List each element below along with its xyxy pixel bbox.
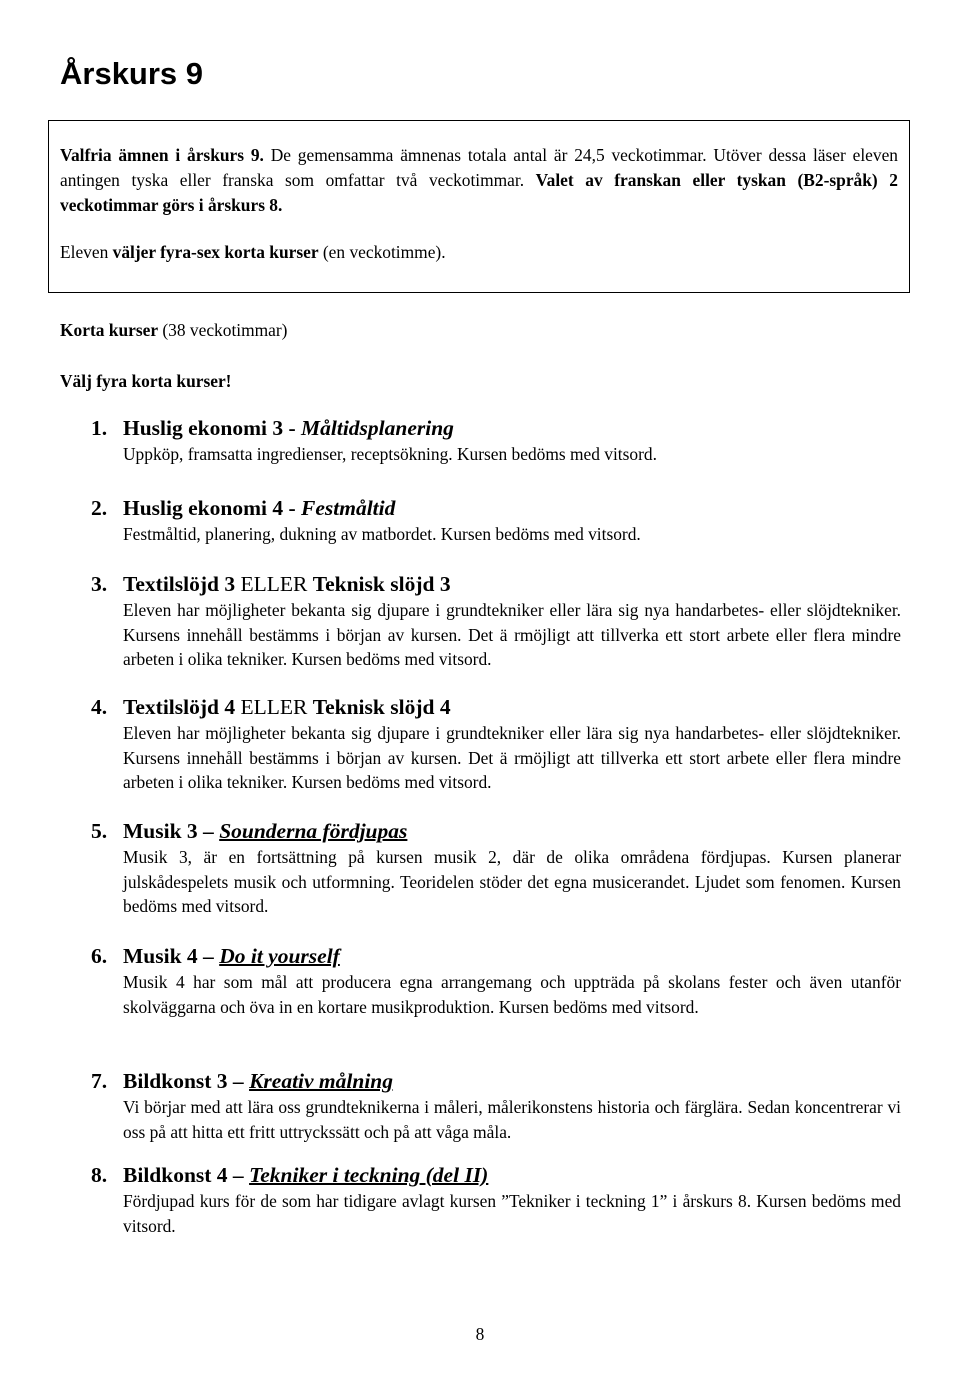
course-item bbox=[91, 942, 901, 1019]
intro-language-note: Valet av franskan eller tyskan (B2-språk) 2 veckotimmar görs i årskurs 8. bbox=[60, 170, 898, 215]
course-description: Musik 4 har som mål att producera egna arrangemang och uppträda på skolans fester och även utanför skolväggarna och öva in en kortare musikproduktion. Kursen bedöms med vitsord. bbox=[123, 972, 901, 1017]
course-number: 5. bbox=[91, 819, 108, 843]
intro-choice-bold: väljer fyra-sex korta kurser bbox=[112, 242, 319, 262]
course-heading bbox=[91, 494, 901, 522]
course-connector: ELLER bbox=[235, 695, 313, 719]
course-number: 3. bbox=[91, 572, 108, 596]
course-heading bbox=[91, 942, 901, 970]
course-heading bbox=[91, 1067, 901, 1095]
course-title: Huslig ekonomi 4 - bbox=[123, 496, 301, 520]
course-item bbox=[91, 1067, 901, 1144]
intro-paragraph bbox=[60, 143, 898, 218]
course-description: Uppköp, framsatta ingredienser, receptsökning. Kursen bedöms med vitsord. bbox=[123, 444, 657, 464]
course-heading bbox=[91, 414, 901, 442]
course-subtitle: Måltidsplanering bbox=[301, 416, 454, 440]
course-item bbox=[91, 817, 901, 919]
course-title-b: Teknisk slöjd 4 bbox=[312, 695, 451, 719]
course-heading bbox=[91, 1161, 901, 1189]
short-courses-heading: Korta kurser (38 veckotimmar) bbox=[60, 320, 288, 340]
course-item bbox=[91, 414, 901, 467]
course-number: 6. bbox=[91, 944, 108, 968]
course-heading bbox=[91, 693, 901, 721]
page-number: 8 bbox=[475, 1324, 485, 1344]
course-description: Vi börjar med att lära oss grundteknikerna i måleri, målerikonstens historia och färglära. Sedan koncentrerar vi oss på att hitta ett fritt uttryckssätt och på att våga måla. bbox=[123, 1097, 901, 1142]
course-item bbox=[91, 1161, 901, 1238]
course-heading bbox=[91, 570, 901, 598]
course-description: Eleven har möjligheter bekanta sig djupare i grundtekniker eller lära sig nya handarbetes- eller slöjdtekniker. Kursens innehåll bestämms i början av kursen. Det ä rmöjligt att tillverka ett stort arbete eller flera mindre arbeten i olika tekniker. Kursen bedöms med vitsord. bbox=[123, 723, 901, 793]
course-description: Musik 3, är en fortsättning på kursen musik 2, där de olika områdena fördjupas. Kursen planerar julskådespelets musik och utformning. Teoridelen stöder det egna musicerandet. Ljudet som fenomen. Kursen bedöms med vitsord. bbox=[123, 847, 901, 917]
course-description: Festmåltid, planering, dukning av matbordet. Kursen bedöms med vitsord. bbox=[123, 524, 641, 544]
course-subtitle: Sounderna fördjupas bbox=[219, 819, 408, 843]
course-title: Musik 4 – bbox=[123, 944, 220, 968]
intro-lead: Valfria ämnen i årskurs 9. bbox=[60, 145, 264, 165]
course-subtitle: Kreativ målning bbox=[249, 1069, 394, 1093]
course-number: 4. bbox=[91, 695, 108, 719]
course-number: 2. bbox=[91, 496, 108, 520]
course-number: 1. bbox=[91, 416, 108, 440]
course-number: 7. bbox=[91, 1069, 108, 1093]
course-description: Fördjupad kurs för de som har tidigare avlagt kursen ”Tekniker i teckning 1” i årskurs 8. Kursen bedöms med vitsord. bbox=[123, 1191, 901, 1236]
course-subtitle: Do it yourself bbox=[219, 944, 340, 968]
course-number: 8. bbox=[91, 1163, 108, 1187]
course-heading bbox=[91, 817, 901, 845]
page-title: Årskurs 9 bbox=[60, 56, 204, 91]
course-connector: ELLER bbox=[235, 572, 313, 596]
intro-choice: Eleven väljer fyra-sex korta kurser (en veckotimme). bbox=[60, 242, 446, 262]
course-subtitle: Festmåltid bbox=[301, 496, 396, 520]
course-item bbox=[91, 570, 901, 672]
course-item bbox=[91, 494, 901, 547]
short-courses-instruction: Välj fyra korta kurser! bbox=[60, 371, 232, 391]
course-title: Musik 3 – bbox=[123, 819, 220, 843]
course-title-a: Textilslöjd 3 bbox=[123, 572, 236, 596]
course-title-b: Teknisk slöjd 3 bbox=[312, 572, 451, 596]
course-item bbox=[91, 693, 901, 795]
course-description: Eleven har möjligheter bekanta sig djupare i grundtekniker eller lära sig nya handarbetes- eller slöjdtekniker. Kursens innehåll bestämms i början av kursen. Det ä rmöjligt att tillverka ett stort arbete eller flera mindre arbeten i olika tekniker. Kursen bedöms med vitsord. bbox=[123, 600, 901, 670]
course-title: Bildkonst 4 – bbox=[123, 1163, 250, 1187]
course-title: Huslig ekonomi 3 - bbox=[123, 416, 301, 440]
intro-box bbox=[48, 120, 910, 293]
course-subtitle: Tekniker i teckning (del II) bbox=[249, 1163, 489, 1187]
course-title: Bildkonst 3 – bbox=[123, 1069, 250, 1093]
course-title-a: Textilslöjd 4 bbox=[123, 695, 236, 719]
intro-lead-rest: De gemensamma ämnenas totala antal är 24,5 veckotimmar. Utöver dessa läser eleven antingen tyska eller franska som omfattar två veckotimmar. bbox=[60, 145, 898, 190]
